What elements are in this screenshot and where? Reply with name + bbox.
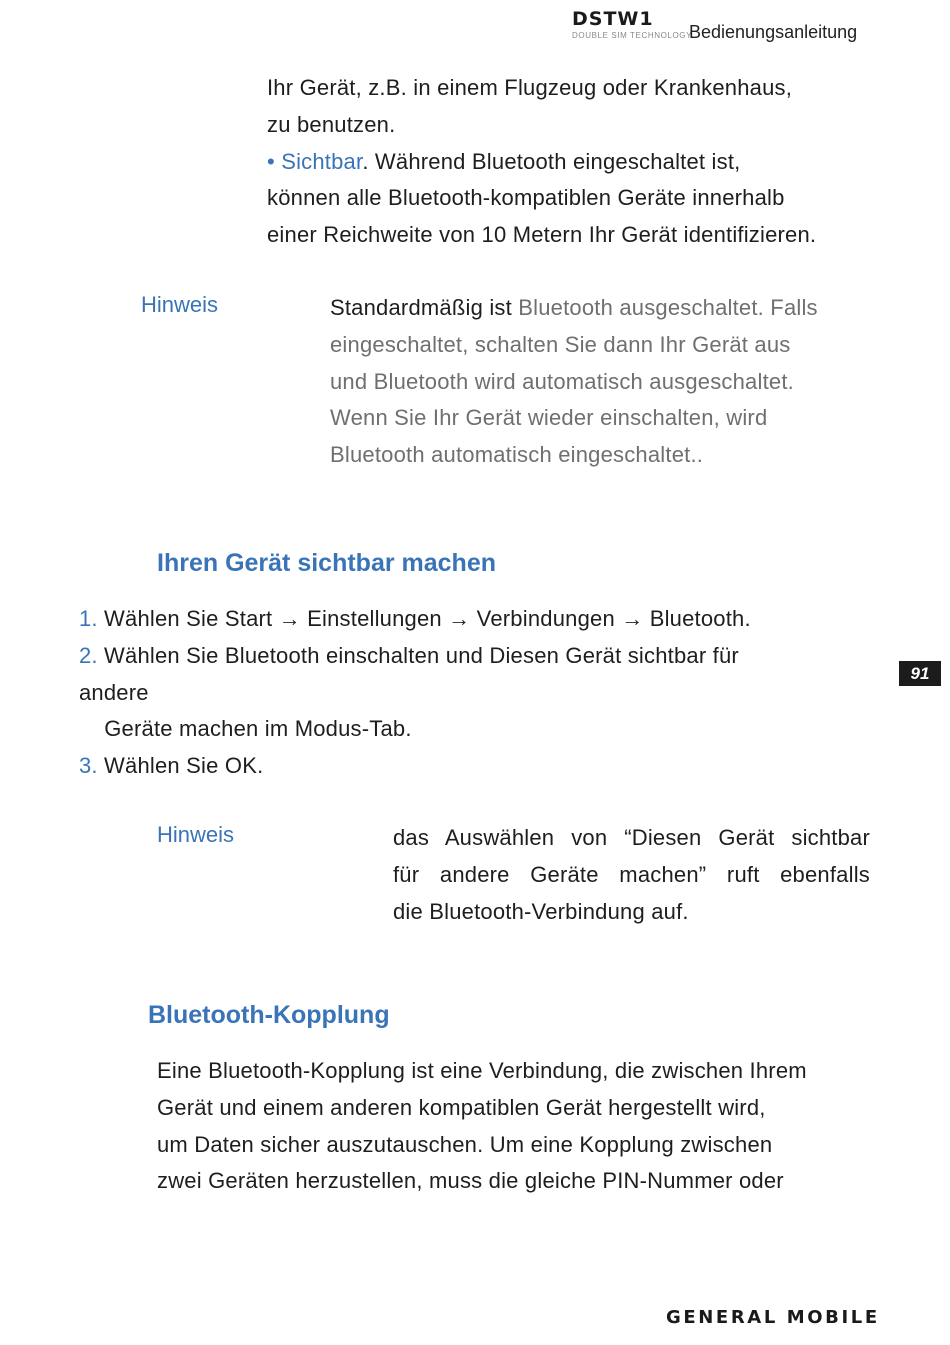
- note-body: [330, 290, 890, 474]
- note2-line-2: für andere Geräte machen” ruft ebenfalls: [393, 861, 870, 887]
- general-mobile-logo: GENERAL MOBILE: [666, 1307, 880, 1328]
- steps-list: [79, 601, 859, 785]
- note-line-4: Wenn Sie Ihr Gerät wieder einschalten, wird: [330, 405, 768, 431]
- section-heading-visible: Ihren Gerät sichtbar machen: [157, 549, 497, 577]
- note-label-2: Hinweis: [157, 822, 235, 847]
- pairing-line-1: Eine Bluetooth-Kopplung ist eine Verbindung, die zwischen Ihrem: [157, 1058, 807, 1083]
- step-number: 1.: [79, 606, 98, 631]
- intro-line-5: einer Reichweite von 10 Metern Ihr Gerät identifizieren.: [267, 222, 817, 248]
- page-number-tab: 91: [899, 661, 941, 686]
- pairing-paragraph: [157, 1053, 877, 1200]
- pairing-line-3: um Daten sicher auszutauschen. Um eine Kopplung zwischen: [157, 1131, 773, 1157]
- note2-line-3: die Bluetooth-Verbindung auf.: [393, 898, 689, 924]
- intro-line-1: Ihr Gerät, z.B. in einem Flugzeug oder Krankenhaus,: [267, 75, 793, 100]
- step-text: Wählen Sie Start → Einstellungen → Verbindungen → Bluetooth.: [97, 606, 751, 631]
- note-line-1-b: Bluetooth ausgeschaltet. Falls: [518, 295, 818, 320]
- note-line-3: und Bluetooth wird automatisch ausgeschaltet.: [330, 368, 794, 394]
- step-text: Wählen Sie Bluetooth einschalten und Diesen Gerät sichtbar für: [97, 642, 739, 668]
- note-label: Hinweis: [141, 292, 219, 317]
- step-3: [79, 748, 859, 785]
- note-body-2: [393, 820, 870, 930]
- pairing-line-4: zwei Geräten herzustellen, muss die gleiche PIN-Nummer oder: [157, 1168, 784, 1194]
- step-1: [79, 601, 859, 638]
- note-line-2: eingeschaltet, schalten Sie dann Ihr Gerät aus: [330, 331, 791, 357]
- logo-subtitle: DOUBLE SIM TECHNOLOGY: [572, 31, 693, 40]
- note-line-5: Bluetooth automatisch eingeschaltet..: [330, 442, 704, 468]
- step-text: Wählen Sie OK.: [97, 753, 264, 779]
- step-2: [79, 638, 859, 675]
- note-line-1: [330, 290, 890, 327]
- visible-term: • Sichtbar: [267, 148, 363, 174]
- step-number: 2.: [79, 642, 98, 668]
- section-heading-pairing: Bluetooth-Kopplung: [148, 1001, 390, 1029]
- note2-line-1: das Auswählen von “Diesen Gerät sichtbar: [393, 825, 870, 850]
- note-line-1-a: Standardmäßig ist: [330, 295, 519, 320]
- intro-line-3: [267, 144, 907, 181]
- intro-line-3-rest: . Während Bluetooth eingeschaltet ist,: [362, 148, 741, 174]
- manual-title: Bedienungsanleitung: [689, 22, 858, 42]
- intro-line-2: zu benutzen.: [267, 111, 396, 137]
- intro-paragraph: [267, 70, 907, 254]
- pairing-line-2: Gerät und einem anderen kompatiblen Gerät hergestellt wird,: [157, 1094, 766, 1120]
- step-2-continued: andere: [79, 679, 149, 705]
- step-2-continued-2: Geräte machen im Modus-Tab.: [79, 716, 412, 742]
- dstw1-logo: DSTW1: [572, 8, 654, 30]
- intro-line-4: können alle Bluetooth-kompatiblen Geräte innerhalb: [267, 185, 785, 211]
- step-number: 3.: [79, 753, 98, 779]
